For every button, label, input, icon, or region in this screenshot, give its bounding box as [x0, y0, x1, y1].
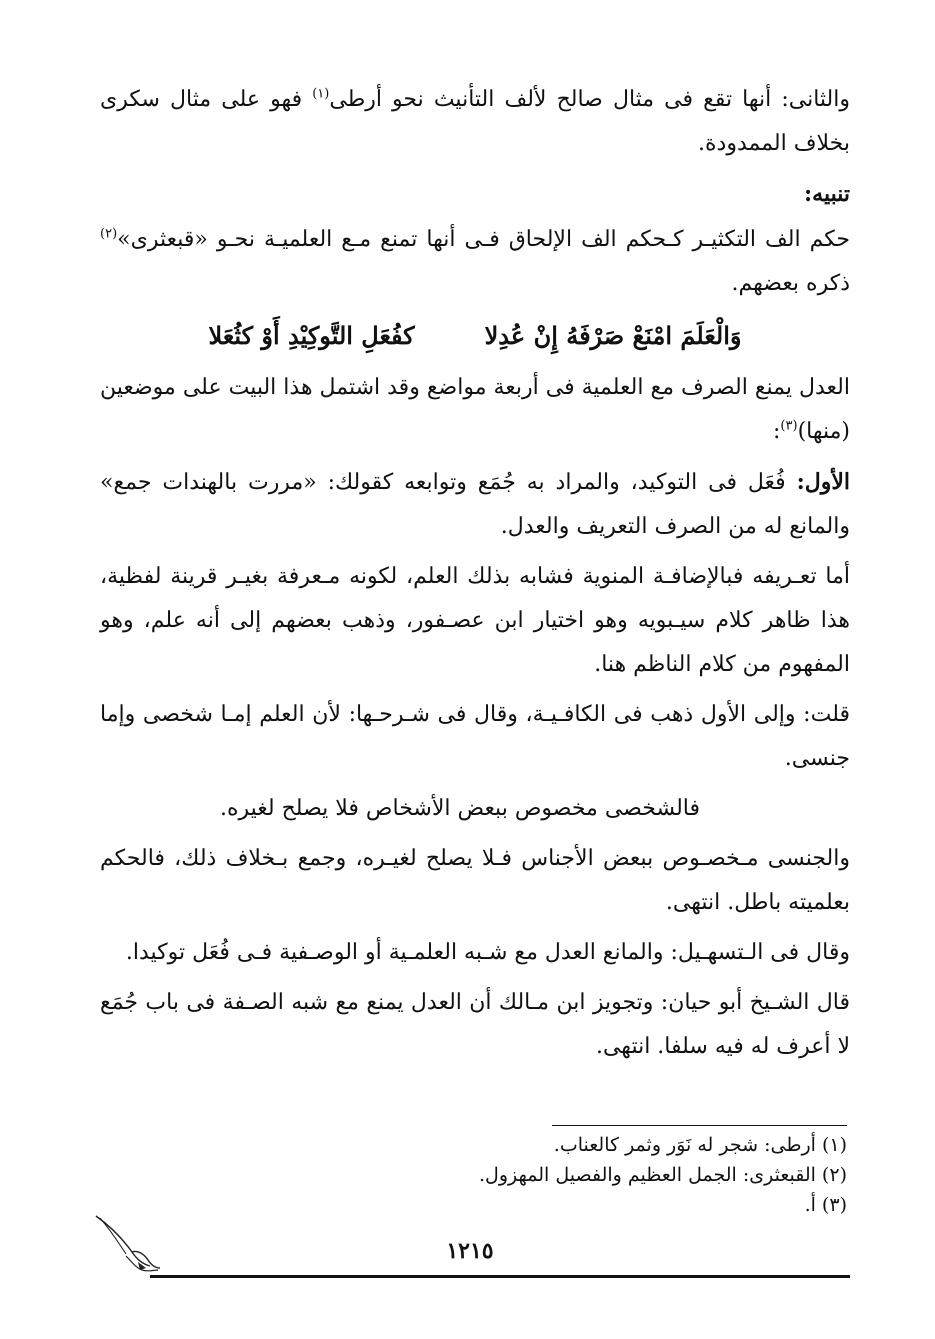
paragraph-1	[100, 78, 850, 166]
paragraph-2-text: حكم الف التكثيـر كـحكم الف الإلحاق فـى أنها تمنع مـع العلميـة نحـو «قبعثرى»	[117, 227, 850, 252]
quill-pen-icon	[92, 1212, 162, 1276]
footnote-3: (٣) أ.	[804, 1194, 847, 1216]
paragraph-9: وقال فى الـتسهـيل: والمانع العدل مع شـبه العلمـية أو الوصـفية فـى فُعَل توكيدا.	[125, 940, 850, 965]
paragraph-3-text: العدل يمنع الصرف مع العلمية فى أربعة مواضع وقد اشتمل هذا البيت على موضعين (منها)	[100, 375, 850, 444]
footnote-ref-2[interactable]: (٢)	[100, 226, 118, 242]
paragraph-6: قلت: وإلى الأول ذهب فى الكافـيـة، وقال فى شـرحـها: لأن العلم إمـا شخصى وإما جنسى.	[100, 702, 850, 771]
poetry-verse	[100, 312, 850, 360]
paragraph-5: أما تعـريفه فبالإضافـة المنوية فشابه بذلك العلم، لكونه مـعرفة بغيـر قرينة لفظية، هذا ظاهر كلام سيـبويه وهو اختيار ابن عصـفور، وذهب بعضهم إلى أنه علم، وهو المفهوم من كلام الناظم هنا.	[100, 564, 850, 677]
paragraph-10: قال الشـيخ أبو حيان: وتجويز ابن مـالك أن العدل يمنع مع شبه الصـفة فى باب جُمَع لا أعرف له فيه سلفا. انتهى.	[100, 990, 850, 1059]
paragraph-2-rest: ذكره بعضهم.	[731, 271, 850, 296]
paragraph-4-text: فُعَل فى التوكيد، والمراد به جُمَع وتوابعه كقولك: «مررت بالهندات جمع» والمانع له من الصرف التعريف والعدل.	[100, 470, 850, 539]
footnote-separator	[552, 1125, 847, 1126]
page-body	[100, 78, 850, 1075]
paragraph-4	[100, 460, 850, 549]
paragraph-8: والجنسى مـخصـوص ببعض الأجناس فـلا يصلح لغيـره، وجمع بـخلاف ذلك، فالحكم بعلميته باطل. انتهى.	[100, 846, 850, 915]
page-bottom-rule	[150, 1275, 850, 1278]
footnote-1: (١) أرطى: شجر له نَوَر وثمر كالعناب.	[553, 1134, 847, 1156]
page-number: ١٢١٥	[446, 1238, 494, 1264]
paragraph-4-lead: الأول:	[796, 469, 850, 495]
footnote-ref-1[interactable]: (١)	[312, 86, 330, 102]
footnotes	[347, 1130, 847, 1220]
paragraph-3	[100, 366, 850, 454]
paragraph-1-text: والثانى: أنها تقع فى مثال صالح لألف التأنيث نحو أرطى	[329, 87, 851, 112]
verse-first-hemistich: وَالْعَلَمَ امْنَعْ صَرْفَهُ إِنْ عُدِلا	[484, 321, 742, 350]
footnote-2: (٢) القبعثرى: الجمل العظيم والفصيل المهزول.	[479, 1164, 847, 1186]
paragraph-3-rest: :	[773, 419, 781, 444]
footnote-ref-3[interactable]: (٣)	[780, 418, 798, 434]
paragraph-7: فالشخصى مخصوص ببعض الأشخاص فلا يصلح لغيره.	[219, 796, 700, 821]
paragraph-2	[100, 218, 850, 306]
paragraph-1-rest: فهو على مثال سكرى بخلاف الممدودة.	[100, 87, 850, 156]
verse-second-hemistich: كفُعَلِ التَّوكِيْدِ أَوْ كثُعَلا	[208, 321, 415, 350]
tanbih-heading: تنبيه:	[804, 181, 850, 207]
